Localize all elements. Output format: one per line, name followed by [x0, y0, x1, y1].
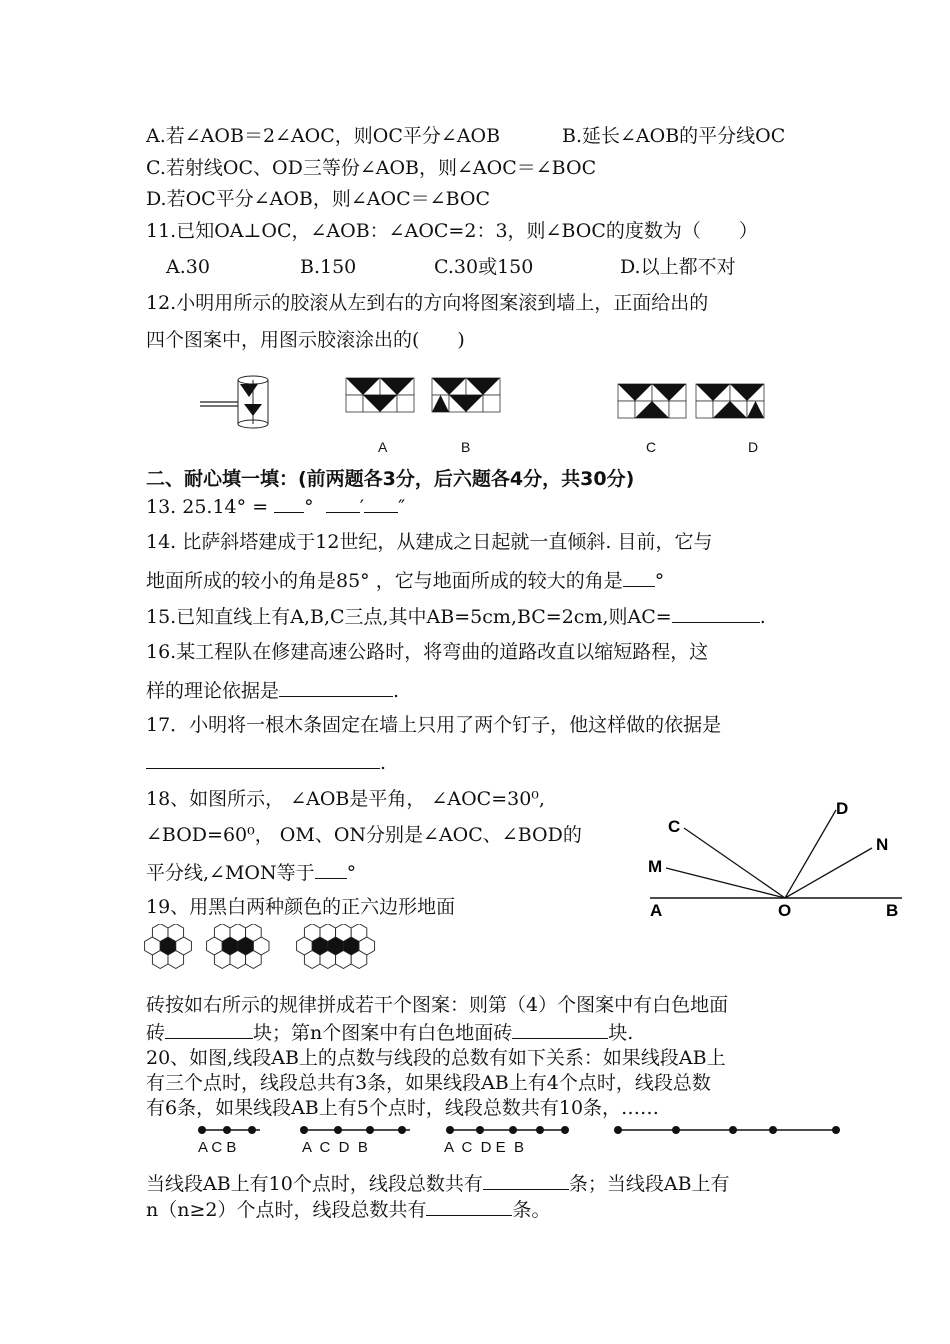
- q14-deg-sign: °: [654, 570, 665, 592]
- white-hexagon: [168, 951, 184, 969]
- q13: [146, 496, 405, 517]
- q10-option-b: B.延长∠AOB的平分线OC: [562, 125, 786, 147]
- q17-blank: [146, 752, 380, 769]
- white-hexagon: [230, 951, 246, 969]
- q15-text: 15.已知直线上有A,B,C三点,其中AB=5cm,BC=2cm,则AC=: [146, 606, 672, 628]
- q19-line-3: [146, 1022, 633, 1043]
- q19-text-a: 砖: [146, 1022, 166, 1044]
- q18-line-2: ∠BOD=60⁰， OM、ON分别是∠AOC、∠BOD的: [146, 824, 582, 846]
- q11-option-d: D.以上都不对: [620, 256, 736, 278]
- white-hexagon: [304, 951, 320, 969]
- white-hexagon: [214, 951, 230, 969]
- q12-figure: [0, 370, 950, 460]
- q18-line-1: 18、如图所示， ∠AOB是平角， ∠AOC=30⁰,: [146, 788, 545, 810]
- q19-blank-2: [512, 1022, 608, 1039]
- q20-line-2: 有三个点时，线段总共有3条，如果线段AB上有4个点时，线段总数: [146, 1072, 711, 1094]
- q10-option-a: A.若∠AOB＝2∠AOC，则OC平分∠AOB: [146, 125, 501, 147]
- q11-option-b: B.150: [300, 256, 357, 278]
- white-hexagon: [320, 951, 336, 969]
- q20-blank-1: [483, 1173, 569, 1190]
- fig-label-n: N: [876, 835, 889, 854]
- q16-period: .: [393, 680, 400, 702]
- q20-blank-2: [426, 1199, 512, 1216]
- q11-option-c: C.30或150: [434, 256, 534, 278]
- q10-option-d: D.若OC平分∠AOB，则∠AOC＝∠BOC: [146, 188, 490, 210]
- q19-hexagon-figure: [140, 924, 400, 974]
- q18-blank: [315, 862, 347, 879]
- q19-text-c: 块.: [608, 1022, 634, 1044]
- fig-label-c: C: [668, 817, 681, 836]
- q20-line-3: 有6条，如果线段AB上有5个点时，线段总数共有10条，……: [146, 1097, 660, 1119]
- q16-line-2: [146, 680, 399, 701]
- q14-blank: [623, 570, 655, 587]
- q19-text-b: 块；第n个图案中有白色地面砖: [253, 1022, 513, 1044]
- q15-blank: [672, 606, 760, 623]
- q11-option-a: A.30: [166, 256, 210, 278]
- q13-blank-deg: [274, 496, 304, 513]
- q20-line-5: [146, 1199, 551, 1220]
- q17-period: .: [380, 752, 387, 774]
- q14-text: 地面所成的较小的角是85° ，它与地面所成的较大的角是: [146, 570, 623, 592]
- q17-line-2: [146, 752, 386, 773]
- roller-icon: [200, 376, 268, 428]
- white-hexagon: [246, 951, 262, 969]
- q20-text-4b: 条；当线段AB上有: [568, 1173, 730, 1195]
- q19-line-1: 19、用黑白两种颜色的正六边形地面: [146, 896, 456, 918]
- q16-blank: [279, 680, 393, 697]
- q20-text-4a: 当线段AB上有10个点时，线段总数共有: [146, 1173, 483, 1195]
- white-hexagon: [351, 951, 367, 969]
- q19-line-2: 砖按如右所示的规律拼成若干个图案：则第（4）个图案中有白色地面: [146, 994, 729, 1016]
- q20-line-4: [146, 1173, 730, 1194]
- q12-label-c: C: [646, 439, 657, 455]
- q18-angle-figure: [640, 790, 910, 930]
- fig-label-d: D: [836, 799, 849, 818]
- q10-option-c: C.若射线OC、OD三等份∠AOB，则∠AOC＝∠BOC: [146, 157, 597, 179]
- q12-label-b: B: [461, 439, 471, 455]
- fig-label-o: O: [778, 901, 792, 920]
- q11-stem: 11.已知OA⊥OC，∠AOB：∠AOC=2：3，则∠BOC的度数为（ ）: [146, 220, 758, 242]
- q13-deg-sign: °: [304, 496, 314, 518]
- q13-min-sign: ′: [359, 496, 365, 518]
- fig-label-a: A: [650, 901, 663, 920]
- q13-blank-min: [326, 496, 360, 513]
- q16-text: 样的理论依据是: [146, 680, 280, 702]
- pattern-d: [696, 384, 764, 418]
- q16-line-1: 16.某工程队在修建高速公路时，将弯曲的道路改直以缩短路程，这: [146, 641, 709, 663]
- fig-label-m: M: [648, 857, 663, 876]
- q13-text: 13. 25.14° =: [146, 496, 275, 518]
- q19-blank-1: [165, 1022, 253, 1039]
- white-hexagon: [152, 951, 168, 969]
- fig-label-b: B: [886, 901, 899, 920]
- q12-line-1: 12.小明用所示的胶滚从左到右的方向将图案滚到墙上，正面给出的: [146, 292, 709, 314]
- pattern-c: [618, 384, 686, 418]
- q13-sec-sign: ″: [398, 496, 406, 518]
- q20-line-1: 20、如图,线段AB上的点数与线段的总数有如下关系：如果线段AB上: [146, 1047, 726, 1069]
- q20-text-5b: 条。: [512, 1199, 551, 1221]
- q18-deg-sign: °: [346, 862, 357, 884]
- q17-line-1: 17．小明将一根木条固定在墙上只用了两个钉子，他这样做的依据是: [146, 714, 722, 736]
- q12-label-d: D: [748, 439, 759, 455]
- q20-text-5a: n（n≥2）个点时，线段总数共有: [146, 1199, 427, 1221]
- section-2-title: 二、耐心填一填：(前两题各3分，后六题各4分，共30分): [146, 468, 635, 490]
- pattern-a: [346, 378, 414, 412]
- white-hexagon: [336, 951, 352, 969]
- q14-line-2: [146, 570, 664, 591]
- q18-line-3: [146, 862, 356, 883]
- q20-fig3-labels: A C D E B: [444, 1139, 525, 1156]
- q20-fig1-labels: A C B: [198, 1139, 237, 1156]
- q12-line-2: 四个图案中，用图示胶滚涂出的( ): [146, 329, 465, 351]
- q15-period: .: [759, 606, 766, 628]
- q14-line-1: 14. 比萨斜塔建成于12世纪，从建成之日起就一直倾斜. 目前，它与: [146, 531, 713, 553]
- q15: [146, 606, 766, 627]
- q13-blank-sec: [364, 496, 398, 513]
- q20-fig2-labels: A C D B: [302, 1139, 368, 1156]
- q12-label-a: A: [378, 439, 388, 455]
- pattern-b: [432, 378, 500, 412]
- q18-text: 平分线,∠MON等于: [146, 862, 315, 884]
